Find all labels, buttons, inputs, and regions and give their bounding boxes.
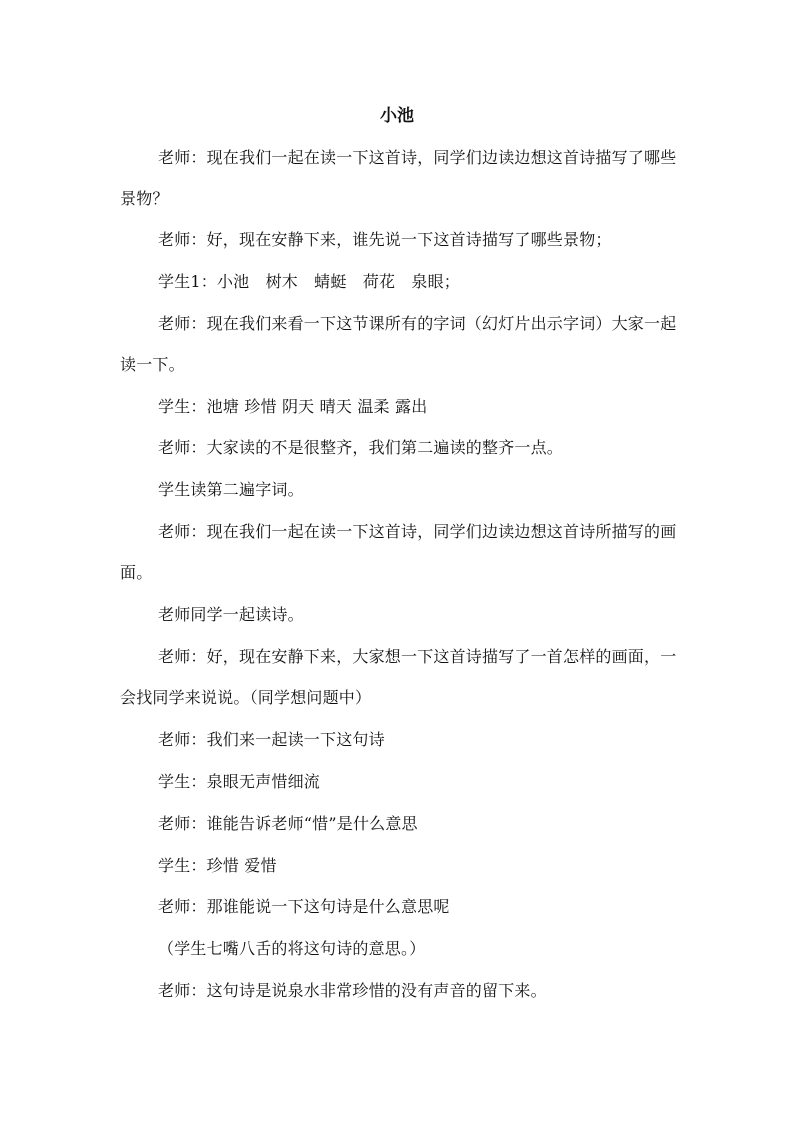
paragraph-13: 老师：谁能告诉老师“惜”是什么意思 [158, 814, 418, 833]
paragraph-12: 学生：泉眼无声惜细流 [158, 772, 321, 791]
paragraph-15: 老师：那谁能说一下这句诗是什么意思呢 [158, 897, 450, 916]
paragraph-16: （学生七嘴八舌的将这句诗的意思。） [158, 939, 426, 958]
paragraph-1: 老师：现在我们一起在读一下这首诗，同学们边读边想这首诗描写了哪些景物？ [120, 148, 677, 208]
paragraph-9: 老师同学一起读诗。 [158, 605, 304, 624]
paragraph-5: 学生：池塘 珍惜 阴天 晴天 温柔 露出 [158, 397, 428, 416]
paragraph-4: 老师：现在我们来看一下这节课所有的字词（幻灯片出示字词）大家一起读一下。 [120, 314, 677, 374]
paragraph-6: 老师：大家读的不是很整齐，我们第二遍读的整齐一点。 [158, 438, 564, 457]
paragraph-2: 老师：好，现在安静下来，谁先说一下这首诗描写了哪些景物； [158, 230, 612, 249]
paragraph-17: 老师：这句诗是说泉水非常珍惜的没有声音的留下来。 [158, 981, 547, 1000]
paragraph-14: 学生：珍惜 爱惜 [158, 856, 277, 875]
paragraph-11: 老师：我们来一起读一下这句诗 [158, 730, 385, 749]
paragraph-3: 学生1：小池 树木 蜻蜓 荷花 泉眼； [158, 272, 460, 291]
paragraph-8: 老师：现在我们一起在读一下这首诗，同学们边读边想这首诗所描写的画面。 [120, 522, 677, 582]
paragraph-10: 老师：好，现在安静下来，大家想一下这首诗描写了一首怎样的画面，一会找同学来说说。（同学想问题中） [120, 647, 677, 707]
paragraph-7: 学生读第二遍字词。 [158, 480, 304, 499]
document-title: 小池 [380, 106, 414, 126]
